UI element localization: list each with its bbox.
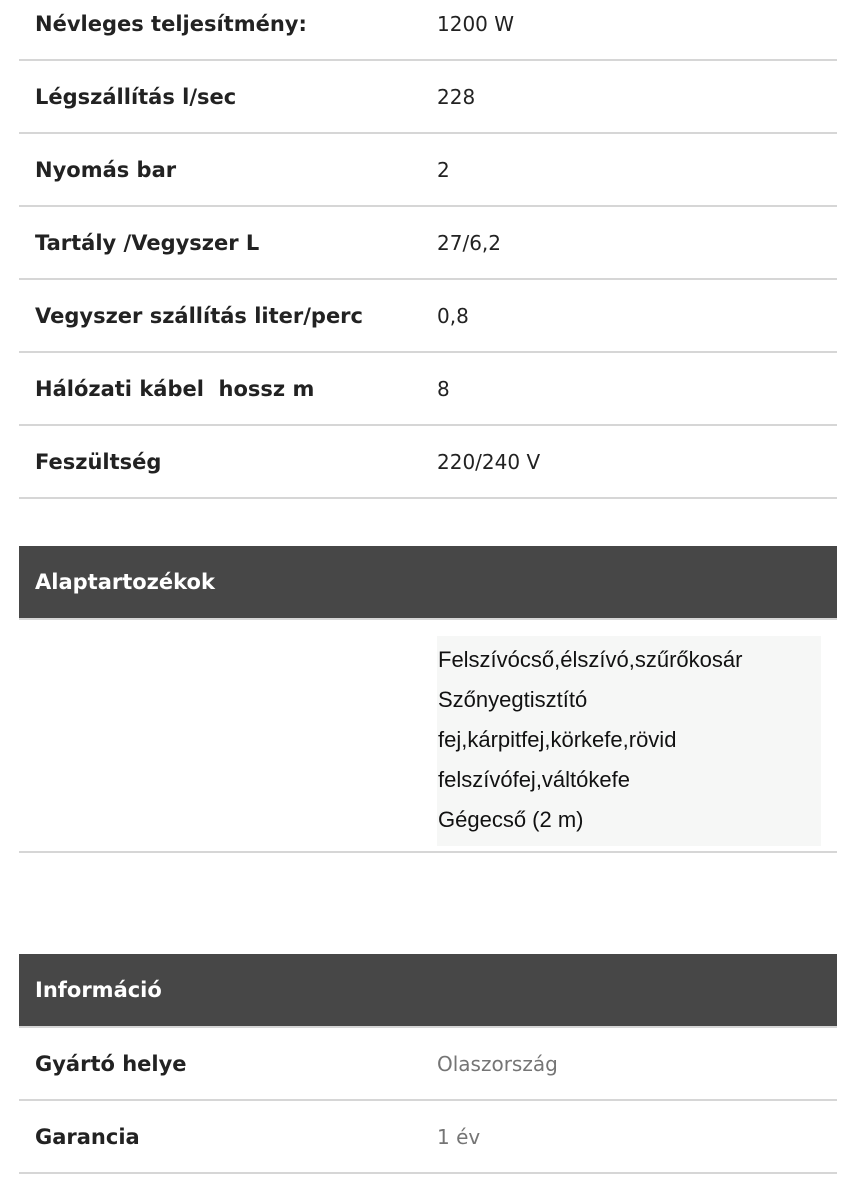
spec-label: Feszültség (35, 449, 162, 474)
spec-row-tank (19, 207, 837, 280)
info-label: Garancia (35, 1124, 140, 1149)
info-value: Olaszország (437, 1051, 558, 1076)
spec-value: 0,8 (437, 303, 469, 328)
accessories-row (19, 618, 837, 853)
spec-row-power (19, 0, 837, 61)
section-title: Alaptartozékok (35, 570, 215, 594)
spec-value: 220/240 V (437, 449, 541, 474)
accessories-section (19, 546, 837, 853)
spec-label: Nyomás bar (35, 157, 177, 182)
accessory-line: Felszívócső,élszívó,szűrőkosár (438, 647, 743, 672)
accessory-line: felszívófej,váltókefe (438, 767, 630, 792)
info-label: Gyártó helye (35, 1051, 187, 1076)
spec-value: 1200 W (437, 11, 515, 36)
spec-label: Vegyszer szállítás liter/perc (35, 303, 363, 328)
info-header (19, 954, 837, 1026)
spec-value: 27/6,2 (437, 230, 501, 255)
spec-row-airflow (19, 61, 837, 134)
spec-row-cable-length (19, 353, 837, 426)
spec-value: 8 (437, 376, 450, 401)
spec-label: Névleges teljesítmény: (35, 11, 307, 36)
spec-label: Tartály /Vegyszer L (35, 230, 260, 255)
spec-row-pressure (19, 134, 837, 207)
accessory-line: fej,kárpitfej,körkefe,rövid (438, 727, 677, 752)
spec-label: Hálózati kábel hossz m (35, 376, 315, 401)
accessories-list (437, 636, 821, 846)
accessories-header (19, 546, 837, 618)
accessory-line: Gégecső (2 m) (438, 807, 584, 832)
info-row-origin (19, 1028, 837, 1101)
section-title: Információ (35, 978, 162, 1002)
info-row-warranty (19, 1101, 837, 1174)
spec-value: 2 (437, 157, 450, 182)
info-section (19, 954, 837, 1174)
accessory-line: Szőnyegtisztító (438, 687, 588, 712)
spec-row-chemical-flow (19, 280, 837, 353)
info-value: 1 év (437, 1124, 481, 1149)
spec-row-voltage (19, 426, 837, 499)
spec-value: 228 (437, 84, 476, 109)
spec-label: Légszállítás l/sec (35, 84, 237, 109)
spec-table (19, 0, 837, 499)
